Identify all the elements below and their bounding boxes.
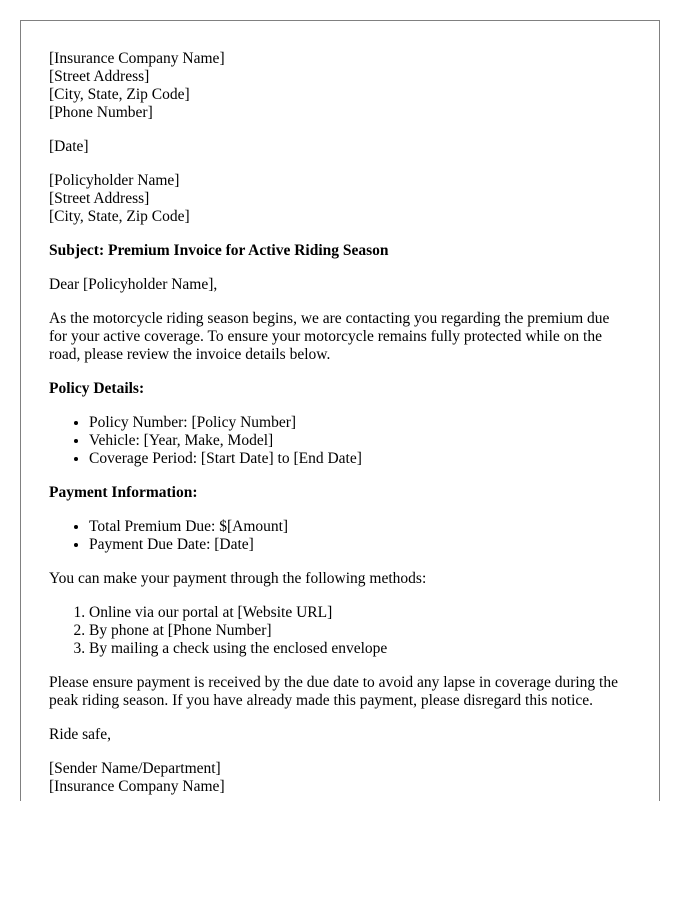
- sender-name: [Sender Name/Department]: [49, 760, 221, 777]
- signoff: Ride safe,: [49, 726, 111, 743]
- payment-information-list: [49, 518, 631, 554]
- company-street: [Street Address]: [49, 68, 150, 85]
- recipient-name: [Policyholder Name]: [49, 172, 180, 189]
- policy-details-list: [49, 414, 631, 468]
- list-item: • Payment Due Date: [Date]: [89, 536, 631, 554]
- company-city-state-zip: [City, State, Zip Code]: [49, 86, 190, 103]
- list-item: • Vehicle: [Year, Make, Model]: [89, 432, 631, 450]
- list-item: • Policy Number: [Policy Number]: [89, 414, 631, 432]
- payment-methods-intro: You can make your payment through the following methods:: [49, 570, 427, 587]
- list-item: 3. By mailing a check using the enclosed envelope: [89, 640, 631, 658]
- list-item: 2. By phone at [Phone Number]: [89, 622, 631, 640]
- recipient-street: [Street Address]: [49, 190, 150, 207]
- sender-company: [Insurance Company Name]: [49, 778, 225, 795]
- list-item: • Coverage Period: [Start Date] to [End Date]: [89, 450, 631, 468]
- salutation: Dear [Policyholder Name],: [49, 276, 218, 293]
- subject-line: Subject: Premium Invoice for Active Riding Season: [49, 242, 389, 259]
- payment-methods-list: [49, 604, 631, 658]
- company-address-block: [49, 50, 631, 122]
- intro-paragraph: As the motorcycle riding season begins, we are contacting you regarding the premium due for your active coverage. To ensure your motorcycle remains fully protected while on the road, please review the invoice details below.: [49, 310, 610, 363]
- list-item: • Total Premium Due: $[Amount]: [89, 518, 631, 536]
- letter-content: [21, 21, 659, 796]
- policy-details-heading: Policy Details:: [49, 380, 145, 397]
- recipient-city-state-zip: [City, State, Zip Code]: [49, 208, 190, 225]
- company-phone: [Phone Number]: [49, 104, 153, 121]
- payment-information-heading: Payment Information:: [49, 484, 198, 501]
- letter-date: [Date]: [49, 138, 89, 155]
- closing-paragraph: Please ensure payment is received by the due date to avoid any lapse in coverage during the peak riding season. If you have already made this payment, please disregard this notice.: [49, 674, 618, 709]
- letter-page: [20, 20, 660, 801]
- list-item: 1. Online via our portal at [Website URL]: [89, 604, 631, 622]
- sender-block: [49, 760, 631, 796]
- company-name: [Insurance Company Name]: [49, 50, 225, 67]
- recipient-address-block: [49, 172, 631, 226]
